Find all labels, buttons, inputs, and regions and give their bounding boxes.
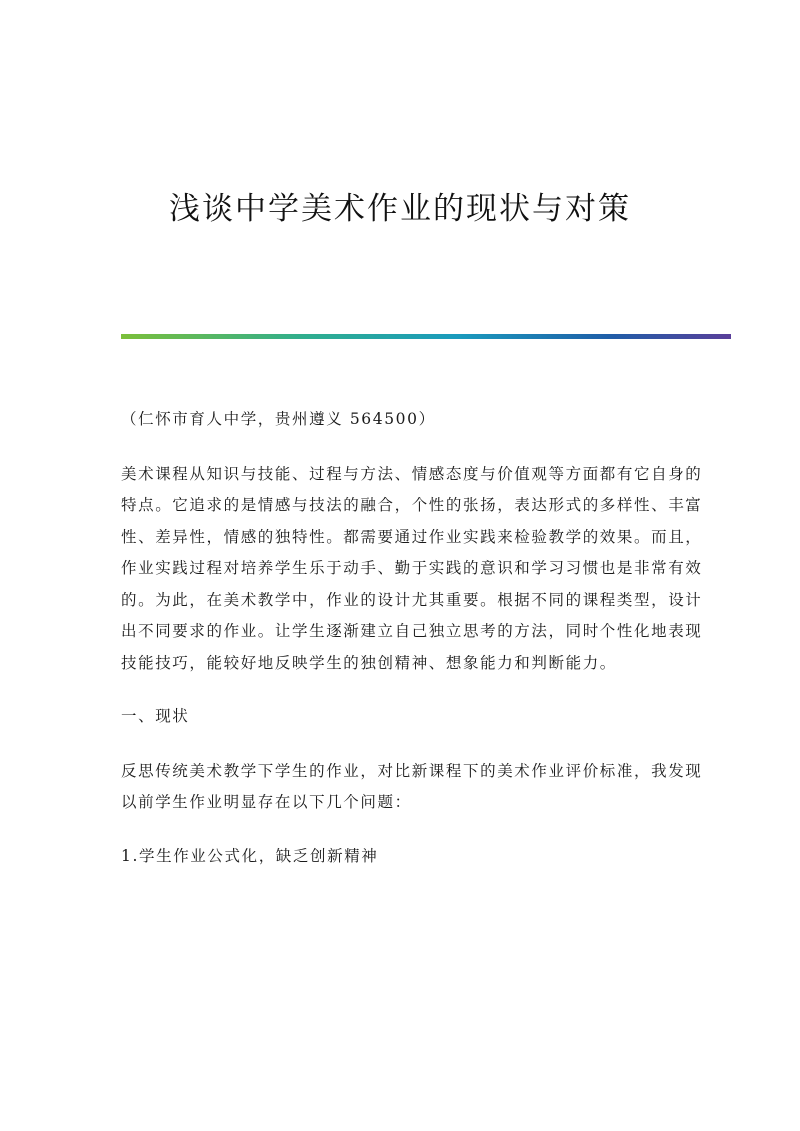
paragraph-line: 作业实践过程对培养学生乐于动手、勤于实践的意识和学习习惯也是非常有效 (121, 559, 703, 577)
document-title: 浅谈中学美术作业的现状与对策 (169, 191, 631, 227)
section-paragraph (121, 756, 703, 819)
section-heading: 一、现状 (121, 707, 190, 725)
document-body (121, 404, 703, 872)
paragraph-line: 以前学生作业明显存在以下几个问题： (121, 793, 412, 811)
paragraph-line: 反思传统美术教学下学生的作业，对比新课程下的美术作业评价标准，我发现 (121, 761, 703, 780)
paragraph-line: 的。为此，在美术教学中，作业的设计尤其重要。根据不同的课程类型，设计 (121, 590, 703, 609)
intro-paragraph (121, 459, 703, 680)
paragraph-line: 出不同要求的作业。让学生逐渐建立自己独立思考的方法，同时个性化地表现 (121, 622, 703, 640)
paragraph-line: 美术课程从知识与技能、过程与方法、情感态度与价值观等方面都有它自身的 (121, 464, 703, 483)
title-divider-rule (121, 334, 731, 339)
paragraph-line: 性、差异性，情感的独特性。都需要通过作业实践来检验教学的效果。而且， (121, 527, 703, 546)
paragraph-line: 特点。它追求的是情感与技法的融合，个性的张扬，表达形式的多样性、丰富 (121, 496, 703, 514)
paragraph-line: 技能技巧，能较好地反映学生的独创精神、想象能力和判断能力。 (121, 653, 617, 672)
author-affiliation: （仁怀市育人中学，贵州遵义 564500） (121, 410, 436, 428)
subsection-heading: 1.学生作业公式化，缺乏创新精神 (121, 846, 379, 865)
